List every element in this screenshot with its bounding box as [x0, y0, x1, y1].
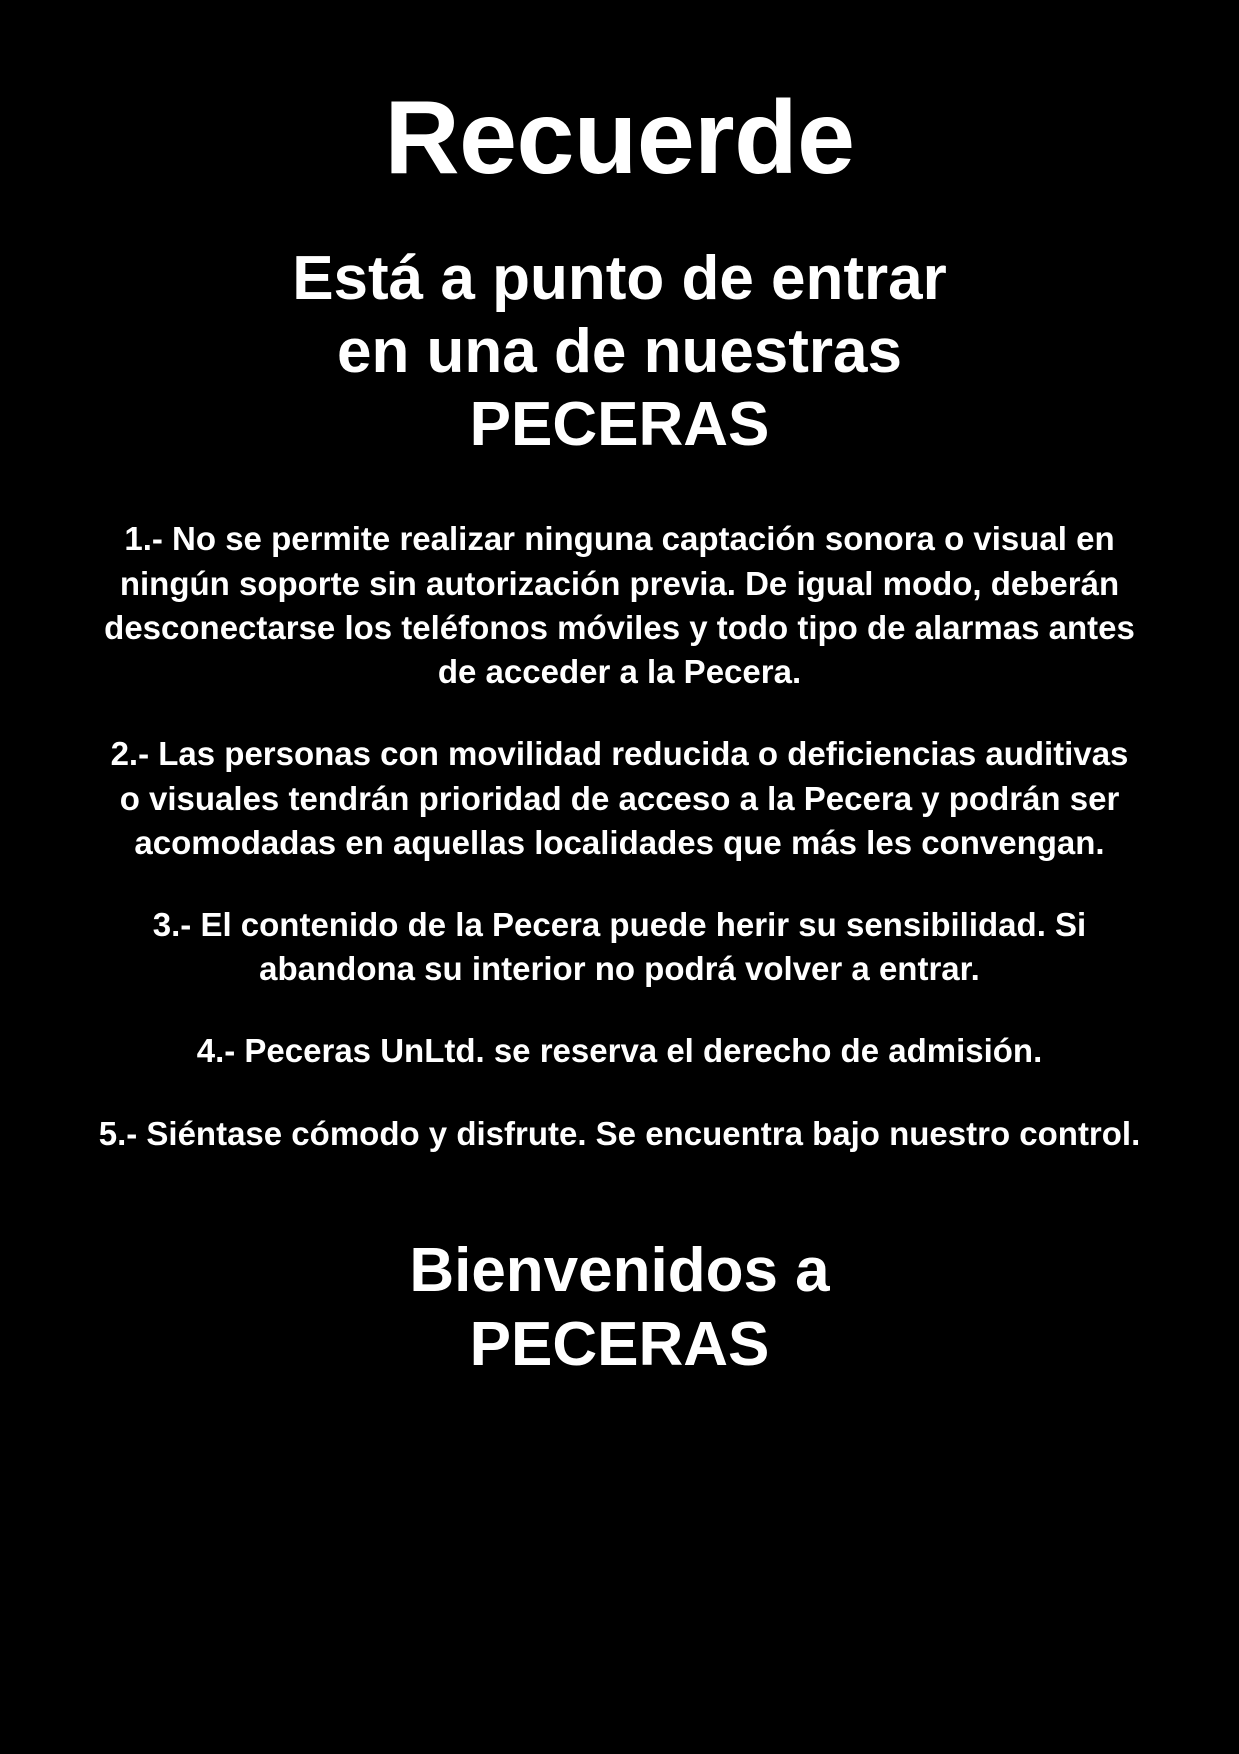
rule-item: 4.- Peceras UnLtd. se reserva el derecho de admisión.: [196, 1032, 1043, 1070]
rule-item: 5.- Siéntase cómodo y disfrute. Se encuentra bajo nuestro control.: [98, 1114, 1141, 1152]
rule-item: 1.- No se permite realizar ninguna captación sonora o visual en ningún soporte sin autorización previa. De igual modo, deberán desconectarse los teléfonos móviles y todo tipo de alarmas antes de acceder a la Pecera.: [104, 520, 1135, 691]
rule-item: 2.- Las personas con movilidad reducida o deficiencias auditivas o visuales tendrán prioridad de acceso a la Pecera y podrán ser acomodadas en aquellas localidades que más les convengan.: [110, 735, 1129, 861]
rules-list: [70, 461, 1169, 1155]
rule-item: 3.- El contenido de la Pecera puede herir su sensibilidad. Si abandona su interior no podrá volver a entrar.: [152, 906, 1087, 988]
closing-line-2: PECERAS: [469, 1310, 770, 1380]
page-title: Recuerde: [384, 80, 855, 196]
subtitle-line-2: en una de nuestras: [336, 317, 903, 387]
poster-subtitle: [70, 190, 1169, 461]
subtitle-line-1: Está a punto de entrar: [292, 244, 947, 313]
closing-message: [70, 1156, 1169, 1383]
closing-line-1: Bienvenidos a: [409, 1235, 830, 1305]
subtitle-line-3: PECERAS: [469, 390, 770, 460]
